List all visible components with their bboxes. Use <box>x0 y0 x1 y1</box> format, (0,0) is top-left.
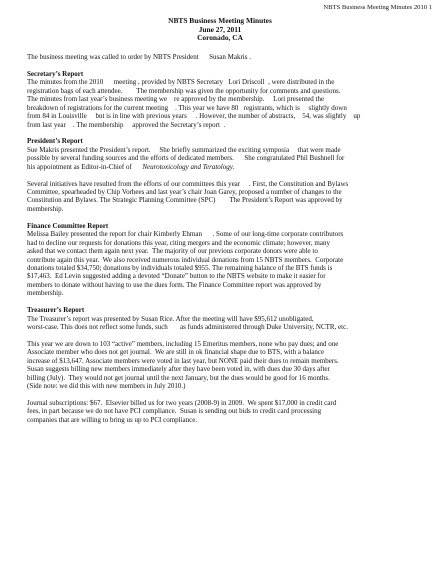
text-line: $17,463. Ed Levin suggested adding a devoted “Donate” button to the NBTS website to make it easier for <box>27 272 326 281</box>
text-line: asked that we contact them again next year. The majority of our previous corporate donors were able to <box>27 247 318 256</box>
text-line: This year we are down to 103 “active” members, including 15 Emeritus members, none who pay dues; and one <box>27 339 339 348</box>
text-line: Melissa Bailey presented the report for chair Kimberly Ehman . Some of our long-time corporate contributors <box>27 230 344 239</box>
text-line: from last year . The membership approved the Secretary’s report . <box>27 120 226 129</box>
secretary-report-text <box>27 78 413 129</box>
finance-heading: Finance Committee Report <box>27 221 109 230</box>
text-line: members to donate without having to use the dues form. The Finance Committee report was approved by <box>27 280 322 289</box>
treasurer-heading: Treasurer’s Report <box>27 306 85 315</box>
text-line: (Side note: we did this with new members in July 2010.) <box>27 382 186 391</box>
text-line: billing (July). They would not get journal until the next January, but the dues would be good for 16 months. <box>27 373 330 382</box>
text-line: had to decline our requests for donations this year, citing mergers and the economic climate; however, many <box>27 238 330 247</box>
president-report-text <box>27 146 413 171</box>
document-title: NBTS Business Meeting Minutes <box>168 16 272 25</box>
secretary-heading: Secretary’s Report <box>27 69 84 78</box>
text-line: membership. <box>27 289 64 298</box>
initiatives-text <box>27 180 413 214</box>
president-heading: President’s Report <box>27 137 83 146</box>
text-line: Journal subscriptions: $67. Elsevier billed us for two years (2008-9) in 2009. We spent $17,000 in credit card <box>27 398 337 407</box>
treasurer-report-text <box>27 315 413 332</box>
text-line: Constitution and Bylaws. The Strategic Planning Committee (SPC) The President’s Report was approved by <box>27 196 343 205</box>
text-line: Sue Makris presented the President’s report. She briefly summarized the exciting symposia that were made <box>27 145 341 154</box>
text-line: registration bags of each attendee. The membership was given the opportunity for comments and questions. <box>27 86 341 95</box>
meeting-location: Coronado, CA <box>197 33 243 43</box>
text-line: The Treasurer’s report was presented by Susan Rice. After the meeting will have $95,612 unobligated, <box>27 314 314 323</box>
text-line: Several initiatives have resulted from the efforts of our committees this year . First, the Constitution and Bylaws <box>27 179 349 188</box>
text-line: Committee, spearheaded by Chip Vorhees and last year’s chair Joan Garey, proposed a number of changes to the <box>27 188 342 196</box>
text-line: The minutes from last year’s business meeting we re approved by the membership. Lori presented the <box>27 95 325 104</box>
text-line: Associate member who does not get journal. We are still in ok financial shape due to BTS, with a balance <box>27 348 325 357</box>
meeting-date: June 27, 2011 <box>198 24 242 34</box>
text-span: . <box>232 162 235 171</box>
text-line: The minutes from the 2010 meeting , provided by NBTS Secretary Lori Driscoll , were distributed in the <box>27 78 335 87</box>
text-line: membership. <box>27 204 64 213</box>
title-block <box>0 17 440 43</box>
journal-subscriptions-text <box>27 399 413 424</box>
journal-title: Neurotoxicology and Teratology <box>142 162 233 171</box>
text-line: possible by several funding sources and the efforts of dedicated members. She congratulated Phil Bushnell for <box>27 154 345 163</box>
text-line: worst-case. This does not reflect some funds, such as funds administered through Duke University, NCTR, etc. <box>27 323 348 331</box>
text-line-journal <box>27 163 413 171</box>
text-line: from 84 in Louisville but is in line with previous years . However, the number of abstracts, 54, was slightly up <box>27 112 361 121</box>
text-line: donations totaled $34,750; donations by individuals totaled $955. The remaining balance of the BTS funds is <box>27 263 333 272</box>
minutes-body <box>27 53 413 424</box>
running-header: NBTS Business Meeting Minutes 2010 1 <box>323 4 432 11</box>
text-line: contribute again this year. We also received numerous individual donations from 15 NBTS members. Corporate <box>27 255 344 264</box>
text-line: fees, in part because we do not have PCI compliance. Susan is sending out bids to credit card processing <box>27 407 322 416</box>
text-line: breakdown of registrations for the current meeting . This year we have 80 registrants, which is slightly down <box>27 103 347 112</box>
membership-text <box>27 340 413 391</box>
text-line: companies that are willing to bring us up to PCI compliance. <box>27 415 198 424</box>
text-line: increase of $13,647. Associate members were voted in last year, but NONE paid their dues to remain members. <box>27 356 339 365</box>
text-span: his appointment as Editor-in-Chief of <box>27 162 143 171</box>
finance-report-text <box>27 230 413 298</box>
text-line: Susan suggests billing new members immediately after they have been voted in, with dues due 30 days after <box>27 365 330 374</box>
opening-line: The business meeting was called to order by NBTS President Susan Makris . <box>27 53 251 61</box>
